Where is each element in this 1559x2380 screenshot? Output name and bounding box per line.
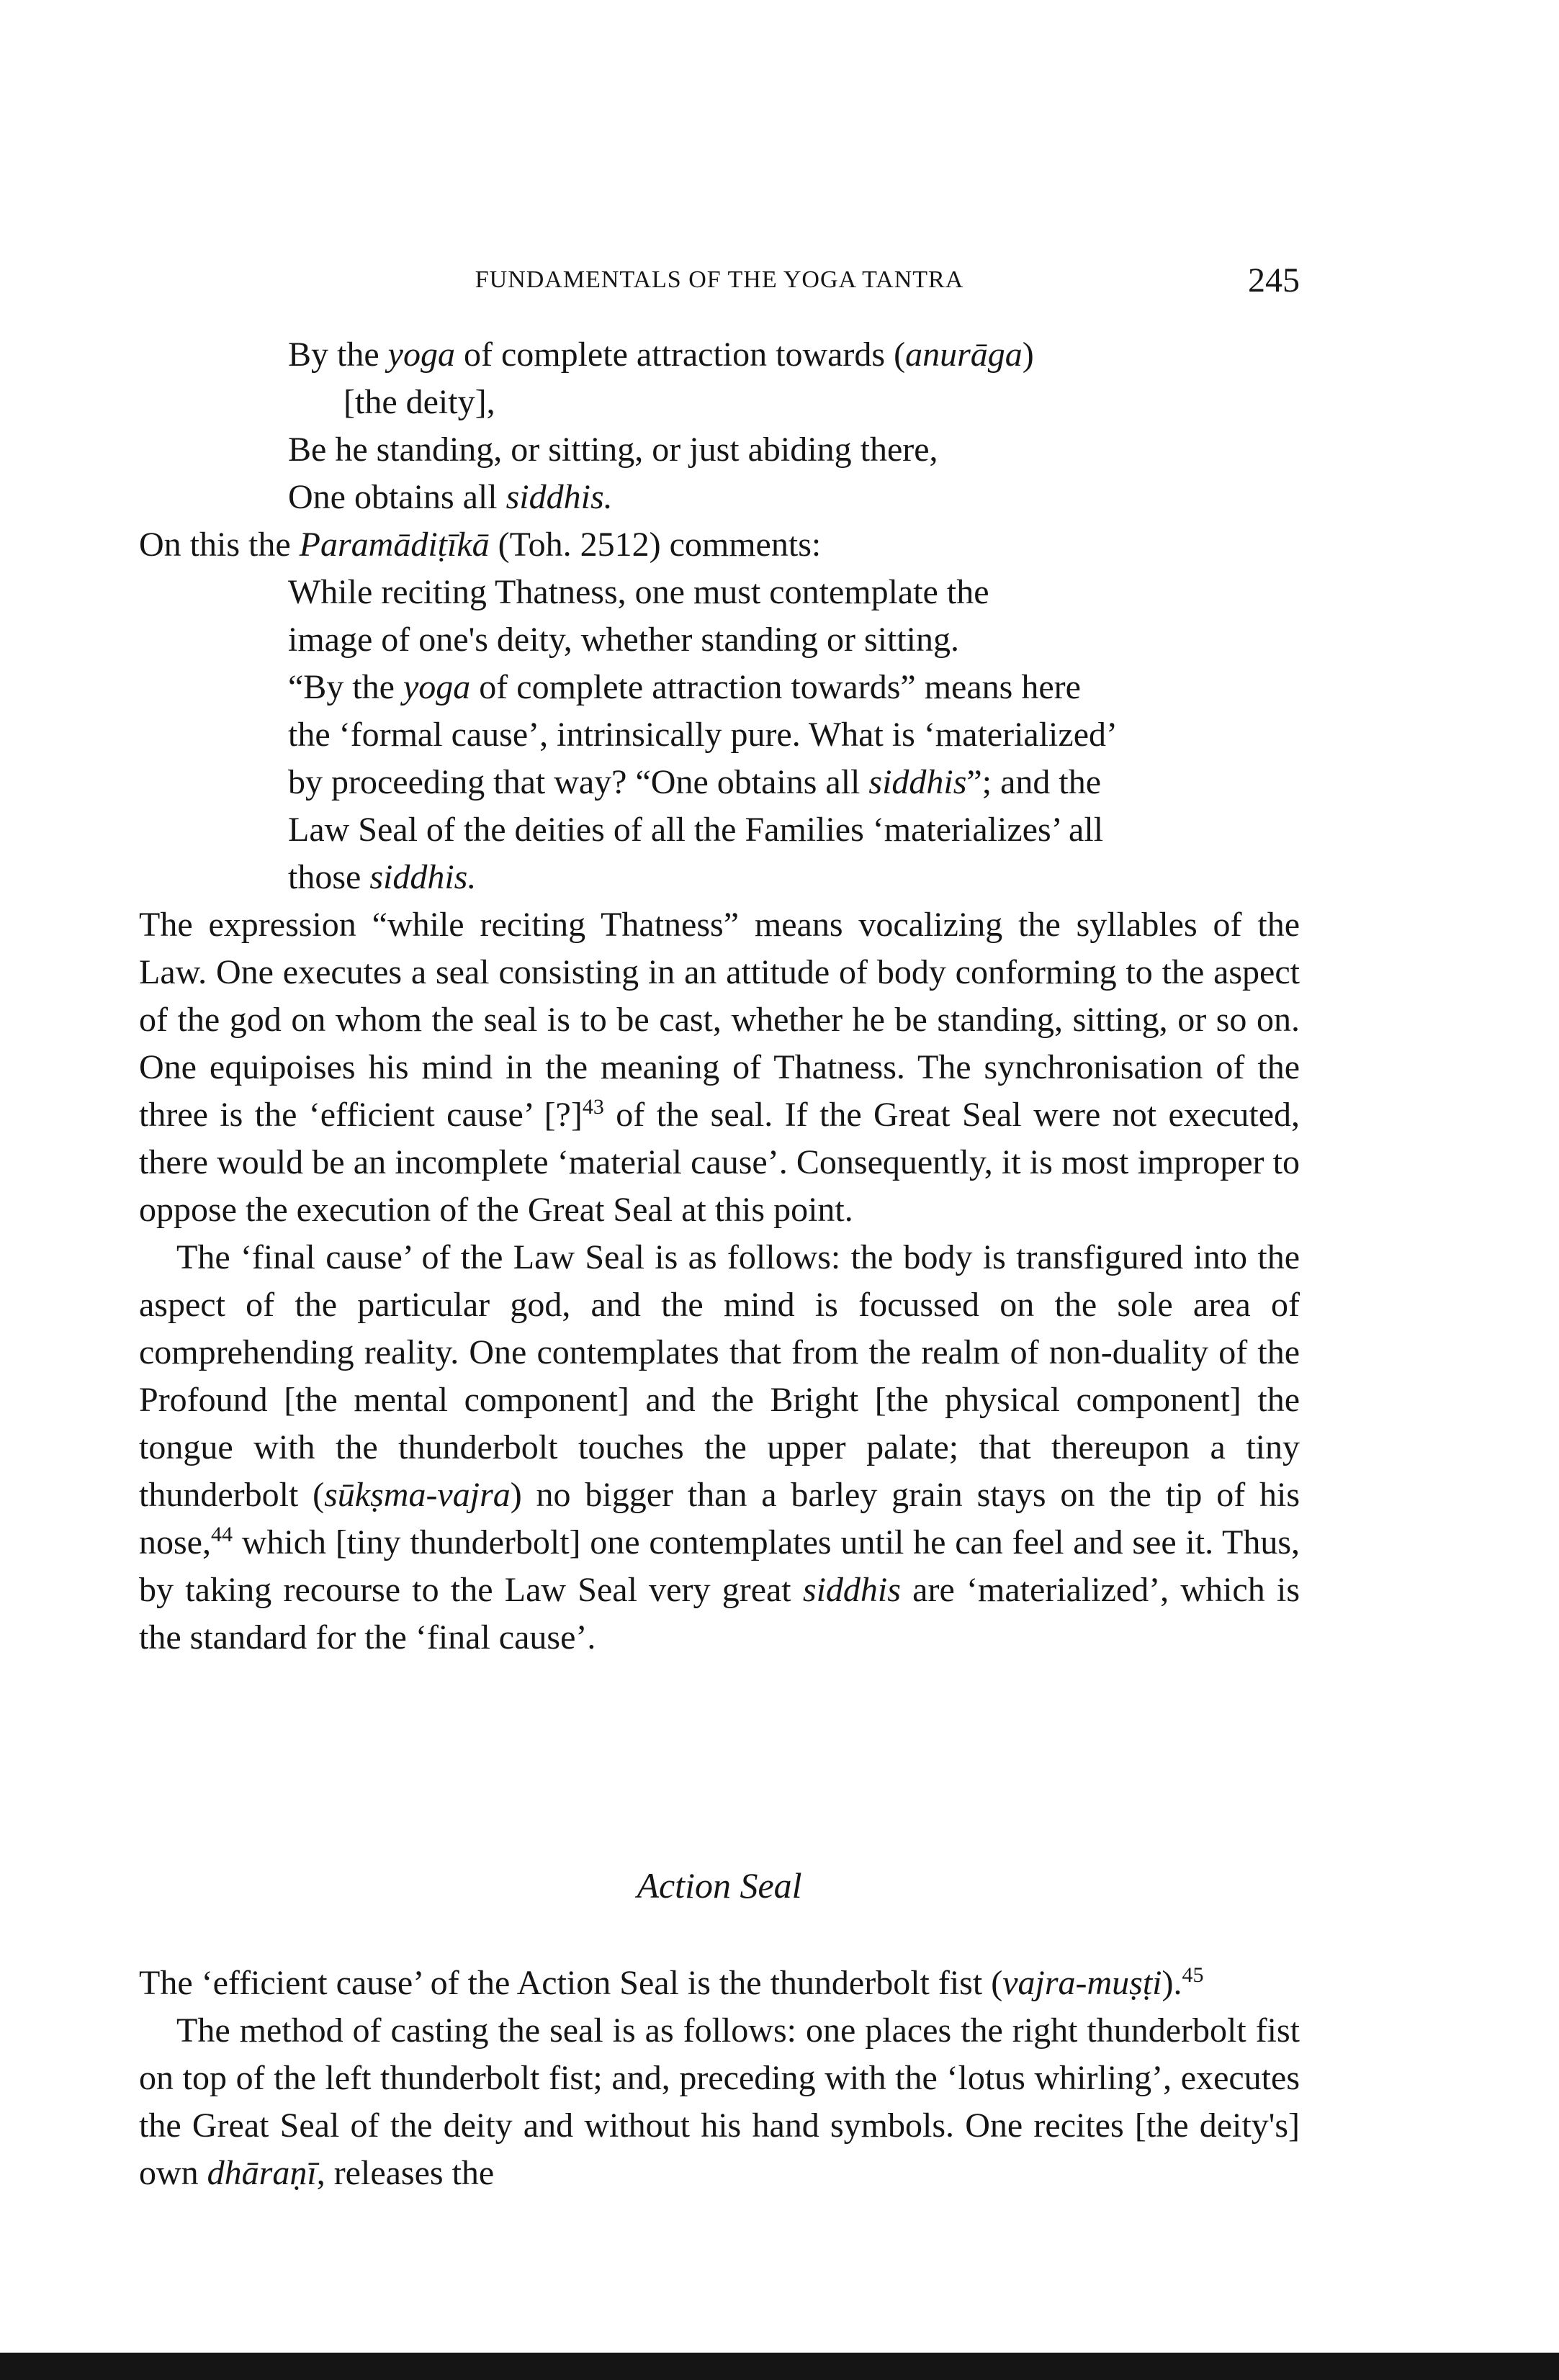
block-quote <box>288 569 1300 901</box>
verse-line: By the yoga of complete attraction towards (anurāga) <box>288 335 1034 374</box>
paragraph-final-cause: The ‘final cause’ of the Law Seal is as follows: the body is transfigured into the aspect of the particular god, and the mind is focussed on the sole area of comprehending reality. One contemplates that from the realm of non-duality of the Profound [the mental component] and the Bright [the physical component] the tongue with the thunderbolt touches the upper palate; that thereupon a tiny thunderbolt (sūkṣma-vajra) no bigger than a barley grain stays on the tip of his nose,$^{44}$ which [tiny thunderbolt] one contemplates until he can feel and see it. Thus, by taking recourse to the Law Seal very great siddhis are ‘materialized’, which is the standard for the ‘final cause’. <box>139 1238 1300 1656</box>
quote-line: the ‘formal cause’, intrinsically pure. What is ‘materialized’ <box>288 716 1118 754</box>
scan-bottom-edge <box>0 2353 1559 2380</box>
quote-line: those siddhis. <box>288 858 477 896</box>
paragraph-thatness: The expression “while reciting Thatness” means vocalizing the syllables of the Law. One executes a seal consisting in an attitude of body conforming to the aspect of the god on whom the seal is to be cast, whether he be standing, sitting, or so on. One equipoises his mind in the meaning of Thatness. The synchronisation of the three is the ‘efficient cause’ [?]$^{43}$ of the seal. If the Great Seal were not executed, there would be an incomplete ‘material cause’. Consequently, it is most improper to oppose the execution of the Great Seal at this point. <box>139 906 1300 1229</box>
quote-line: Law Seal of the deities of all the Families ‘materializes’ all <box>288 811 1104 849</box>
page-header <box>139 261 1300 304</box>
paragraph-efficient-cause: The ‘efficient cause’ of the Action Seal is the thunderbolt fist (vajra-muṣṭi).$^{45}$ <box>139 1963 1204 2002</box>
footnote-ref-43[interactable]: 43 <box>582 1095 604 1119</box>
quote-line: While reciting Thatness, one must contemplate the <box>288 573 989 611</box>
section-heading: Action Seal <box>637 1865 802 1906</box>
cited-work-title: Paramādiṭīkā <box>299 526 490 564</box>
quote-line: “By the yoga of complete attraction towards” means here <box>288 668 1081 706</box>
quote-line: image of one's deity, whether standing or sitting. <box>288 621 960 659</box>
verse-line: One obtains all siddhis. <box>288 478 613 516</box>
running-head: FUNDAMENTALS OF THE YOGA TANTRA <box>475 266 964 293</box>
verse-block <box>288 331 1300 521</box>
intro-line: On this the Paramādiṭīkā (Toh. 2512) comments: <box>139 526 822 564</box>
quote-line: by proceeding that way? “One obtains all siddhis”; and the <box>288 763 1102 801</box>
paragraph-method: The method of casting the seal is as follows: one places the right thunderbolt fist on top of the left thunderbolt fist; and, preceding with the ‘lotus whirling’, executes the Great Seal of the deity and without his hand symbols. One recites [the deity's] own dhāraṇī, releases the <box>139 2011 1300 2192</box>
verse-line: [the deity], <box>343 383 495 421</box>
footnote-ref-44[interactable]: 44 <box>210 1523 233 1546</box>
verse-line: Be he standing, or sitting, or just abiding there, <box>288 431 938 469</box>
page-number: 245 <box>1248 261 1300 299</box>
body-text <box>139 331 1300 1662</box>
footnote-ref-45[interactable]: 45 <box>1182 1963 1204 1987</box>
action-seal-section <box>139 1960 1300 2197</box>
